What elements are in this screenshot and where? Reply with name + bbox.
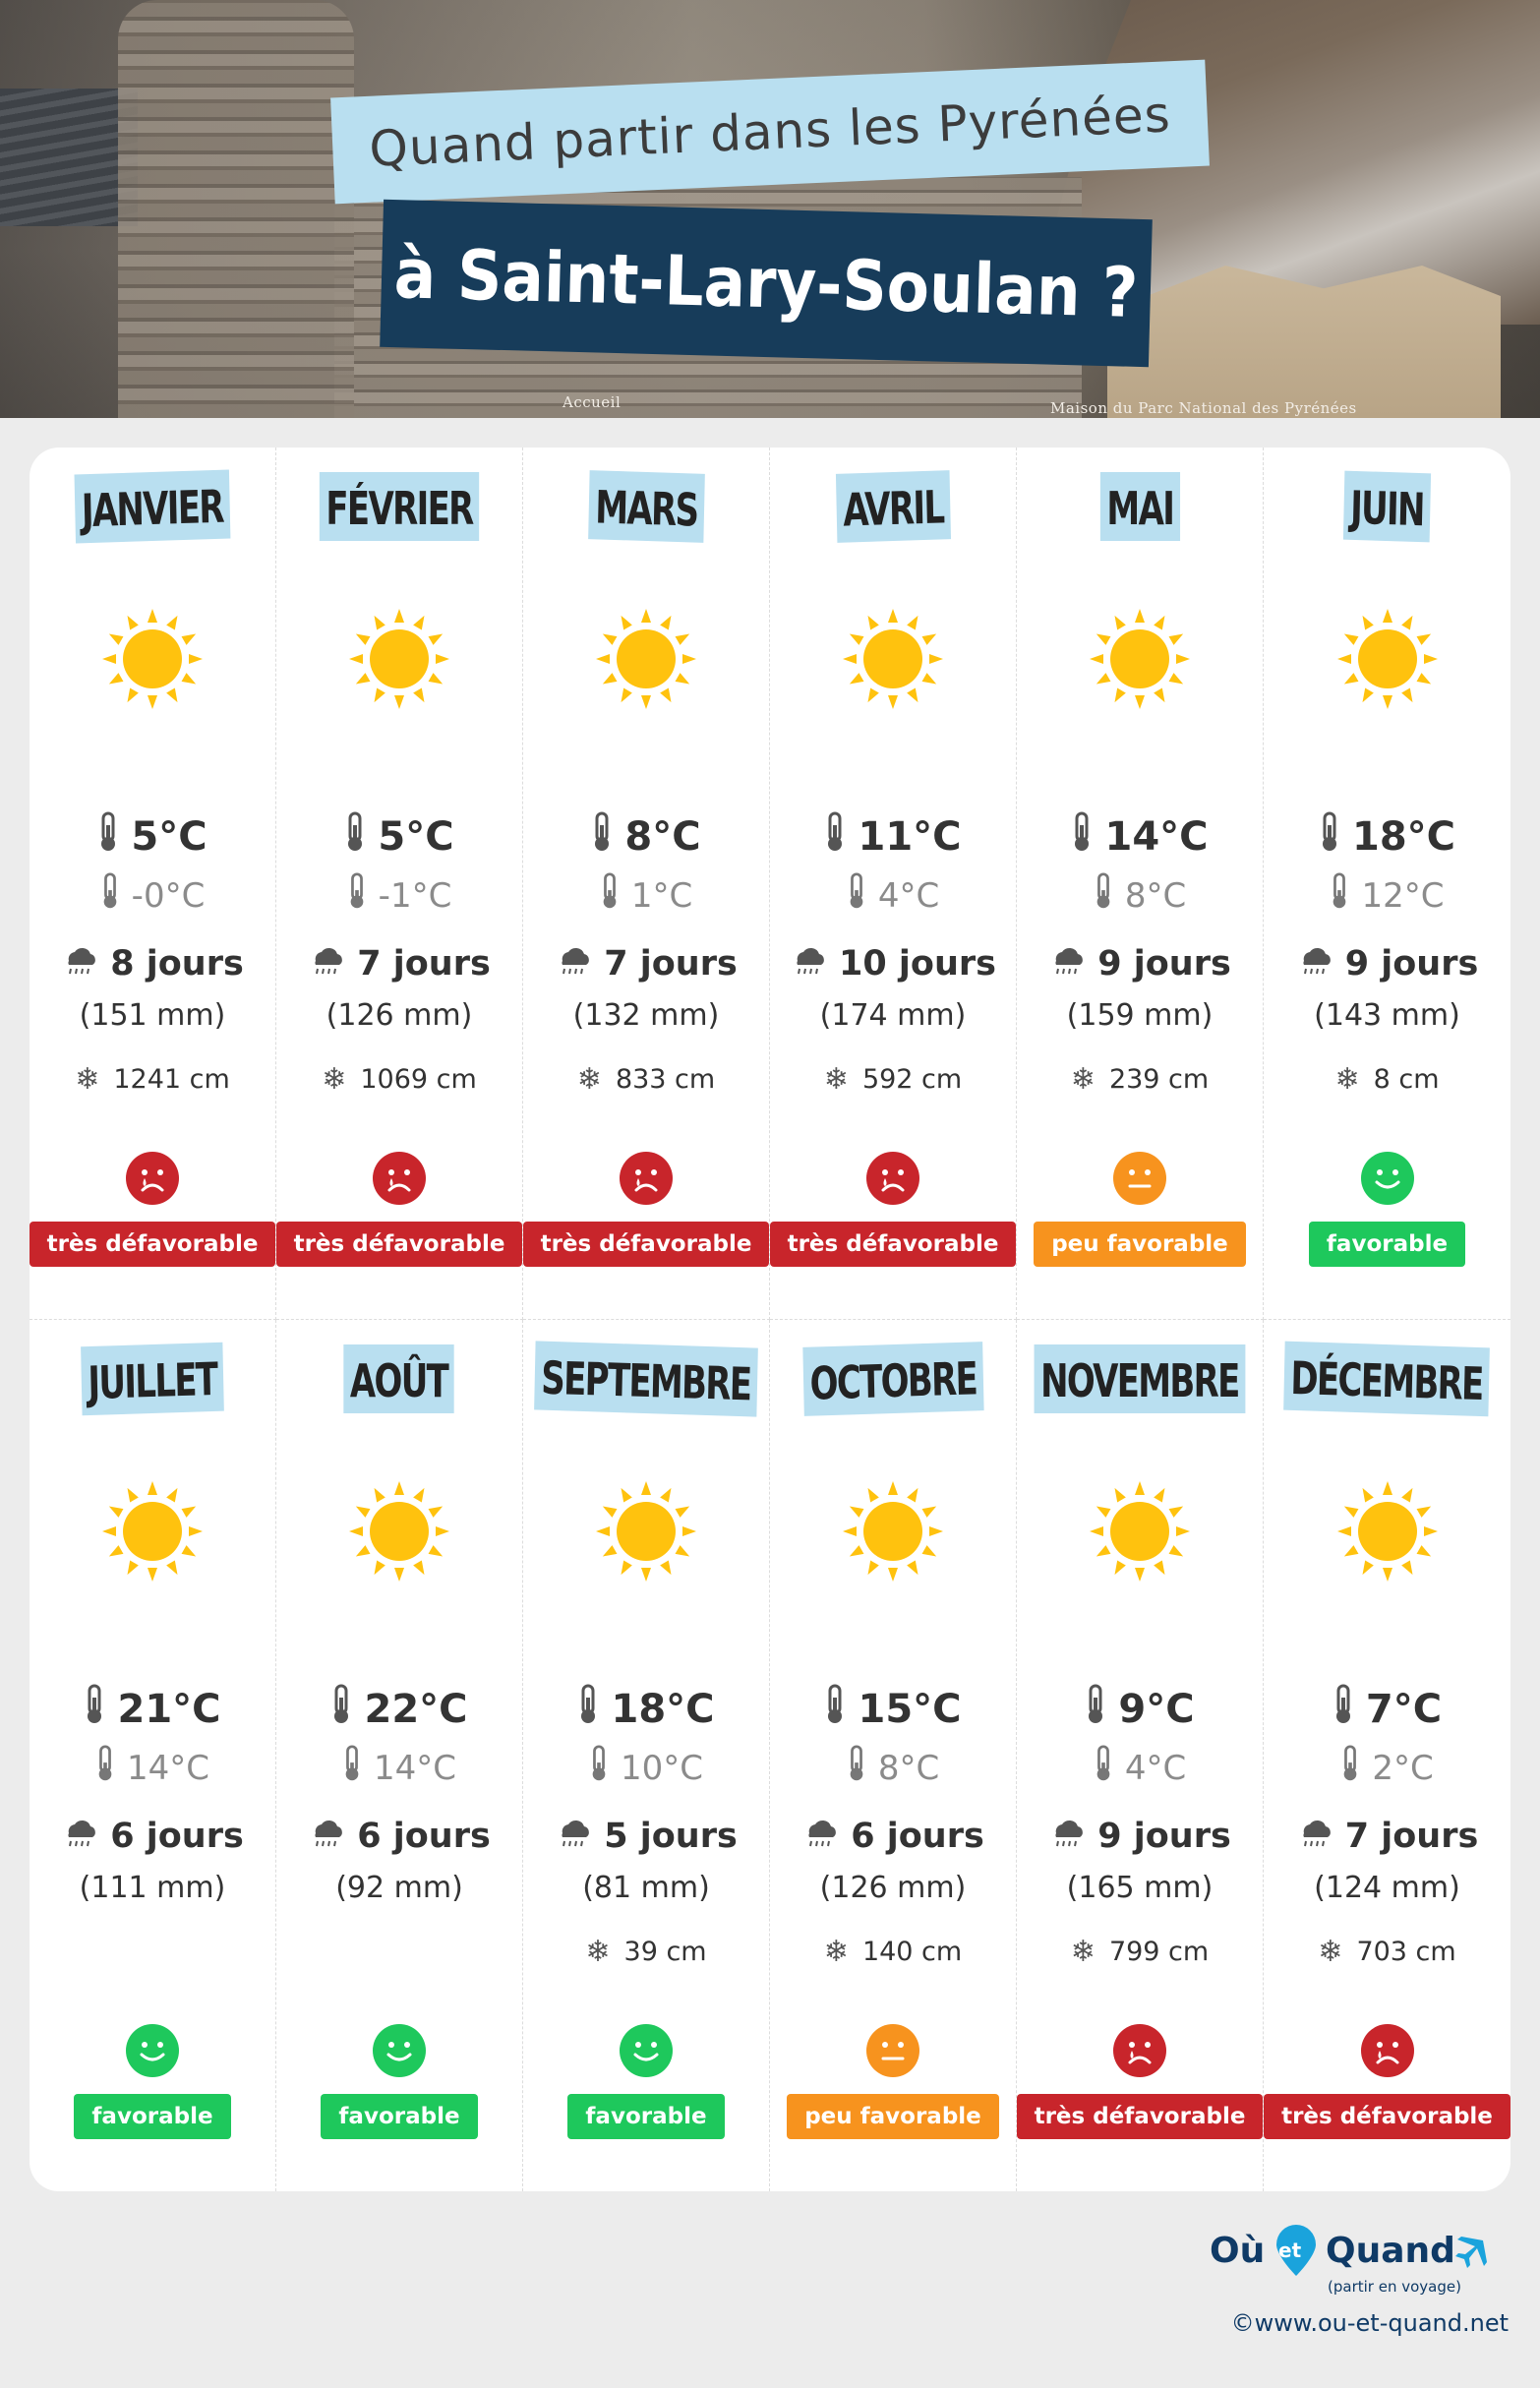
month-cell-fevrier: [276, 448, 523, 1320]
max-temperature: [30, 1684, 275, 1735]
month-name: FÉVRIER: [320, 472, 479, 541]
thermometer-low-icon: [1094, 872, 1113, 919]
min-temperature-value: 4°C: [1124, 1748, 1187, 1788]
max-temperature-value: 5°C: [378, 814, 454, 860]
sad-face-icon: [865, 1151, 920, 1206]
month-name: MARS: [588, 470, 705, 543]
verdict-wrap: [276, 1222, 522, 1267]
thermometer-low-icon: [600, 872, 620, 919]
min-temperature-value: 12°C: [1361, 875, 1445, 916]
month-name: SEPTEMBRE: [534, 1341, 758, 1416]
min-temperature: [276, 1745, 522, 1791]
month-label-wrap: [276, 472, 522, 541]
sad-face-icon: [372, 1151, 427, 1206]
rain-days-value: 7 jours: [604, 944, 738, 984]
snowflake-icon: ❄: [1318, 1935, 1343, 1969]
max-temperature: [1264, 811, 1510, 863]
snowflake-icon: ❄: [1070, 1062, 1096, 1097]
rain-amount: (174 mm): [819, 998, 967, 1033]
rain-cloud-icon: [61, 1817, 98, 1856]
happy-face-icon: [619, 2023, 674, 2078]
min-temperature: [30, 872, 275, 919]
thermometer-low-icon: [95, 1745, 115, 1791]
sun-icon: [345, 605, 453, 713]
thermometer-high-icon: [824, 811, 846, 863]
max-temperature-value: 21°C: [117, 1687, 221, 1732]
min-temperature: [523, 1745, 769, 1791]
airplane-icon: [1453, 2227, 1499, 2272]
thermometer-low-icon: [347, 872, 367, 919]
month-label-wrap: [30, 1344, 275, 1413]
month-cell-octobre: [770, 1320, 1017, 2191]
max-temperature: [1017, 811, 1263, 863]
snow-depth-value: 39 cm: [623, 1937, 707, 1967]
month-name: NOVEMBRE: [1035, 1344, 1246, 1413]
verdict-wrap: [1264, 2094, 1510, 2139]
min-temperature-value: 8°C: [877, 1748, 940, 1788]
snow-depth: [1264, 1062, 1510, 1097]
thermometer-high-icon: [84, 1684, 105, 1735]
snow-depth: [770, 1935, 1016, 1969]
rain-days: [276, 944, 522, 984]
thermometer-high-icon: [1319, 811, 1340, 863]
thermometer-low-icon: [847, 872, 866, 919]
min-temperature-value: 1°C: [630, 875, 693, 916]
month-name: AVRIL: [836, 470, 951, 543]
slate-roof: [0, 89, 138, 226]
min-temperature-value: 2°C: [1372, 1748, 1434, 1788]
neutral-face-icon: [865, 2023, 920, 2078]
verdict-badge: peu favorable: [1034, 1222, 1246, 1267]
month-cell-mars: [523, 448, 770, 1320]
month-label-wrap: [523, 1344, 769, 1413]
rain-amount: (159 mm): [1066, 998, 1214, 1033]
snowflake-icon: ❄: [1334, 1062, 1360, 1097]
snow-depth-value: 592 cm: [861, 1064, 963, 1095]
rain-days-value: 7 jours: [357, 944, 491, 984]
max-temperature-value: 18°C: [1351, 814, 1456, 860]
snow-depth-value: 1069 cm: [360, 1064, 477, 1095]
month-label-wrap: [276, 1344, 522, 1413]
verdict-badge: favorable: [1309, 1222, 1465, 1267]
month-label-wrap: [30, 472, 275, 541]
rain-amount: (111 mm): [79, 1871, 226, 1905]
min-temperature-value: 10°C: [620, 1748, 703, 1788]
website-link[interactable]: ©www.ou-et-quand.net: [1230, 2309, 1509, 2337]
thermometer-low-icon: [847, 1745, 866, 1791]
max-temperature: [276, 811, 522, 863]
thermometer-high-icon: [330, 1684, 352, 1735]
rain-days-value: 9 jours: [1097, 1817, 1231, 1856]
climate-calendar: [30, 448, 1510, 2191]
stone-tower: [118, 0, 354, 418]
min-temperature-value: 8°C: [1124, 875, 1187, 916]
thermometer-high-icon: [577, 1684, 599, 1735]
thermometer-high-icon: [344, 811, 366, 863]
rain-days-value: 6 jours: [357, 1817, 491, 1856]
min-temperature: [770, 872, 1016, 919]
max-temperature-value: 18°C: [611, 1687, 715, 1732]
month-label-wrap: [1264, 1344, 1510, 1413]
max-temperature-value: 5°C: [131, 814, 207, 860]
chalet-building: [1107, 266, 1501, 418]
verdict-badge: très défavorable: [1017, 2094, 1264, 2139]
page-title: Quand partir dans les Pyrénées: [330, 60, 1210, 205]
rain-cloud-icon: [790, 944, 827, 984]
rain-amount: (126 mm): [326, 998, 473, 1033]
header-photo: [0, 0, 1540, 418]
verdict-wrap: [1017, 1222, 1263, 1267]
rain-cloud-icon: [61, 944, 98, 984]
rain-amount: (143 mm): [1314, 998, 1460, 1033]
month-cell-juillet: [30, 1320, 276, 2191]
rain-days: [1017, 944, 1263, 984]
happy-face-icon: [372, 2023, 427, 2078]
min-temperature-value: 14°C: [373, 1748, 456, 1788]
verdict-wrap: [30, 1222, 275, 1267]
page-subtitle: à Saint-Lary-Soulan ?: [380, 200, 1153, 367]
snow-depth-value: 799 cm: [1108, 1937, 1210, 1967]
sun-icon: [98, 605, 207, 713]
verdict-wrap: [30, 2094, 275, 2139]
thermometer-low-icon: [1330, 872, 1349, 919]
verdict-badge: favorable: [321, 2094, 477, 2139]
rain-cloud-icon: [308, 944, 345, 984]
month-cell-decembre: [1264, 1320, 1510, 2191]
sad-face-icon: [125, 1151, 180, 1206]
rain-cloud-icon: [1296, 944, 1333, 984]
min-temperature: [1017, 1745, 1263, 1791]
month-label-wrap: [1017, 1344, 1263, 1413]
rain-days-value: 8 jours: [110, 944, 244, 984]
month-name: MAI: [1100, 472, 1180, 541]
month-cell-janvier: [30, 448, 276, 1320]
verdict-wrap: [1264, 1222, 1510, 1267]
verdict-wrap: [276, 2094, 522, 2139]
snowflake-icon: ❄: [823, 1062, 849, 1097]
snow-depth: [1264, 1935, 1510, 1969]
verdict-badge: très défavorable: [1264, 2094, 1510, 2139]
max-temperature-value: 8°C: [624, 814, 701, 860]
verdict-badge: peu favorable: [787, 2094, 999, 2139]
min-temperature-value: -1°C: [378, 875, 452, 916]
month-label-wrap: [1017, 472, 1263, 541]
rain-days-value: 6 jours: [110, 1817, 244, 1856]
min-temperature-value: 4°C: [877, 875, 940, 916]
thermometer-low-icon: [342, 1745, 362, 1791]
sign-accueil: Accueil: [563, 393, 622, 411]
rain-amount: (151 mm): [79, 998, 226, 1033]
verdict-badge: très défavorable: [523, 1222, 770, 1267]
min-temperature: [770, 1745, 1016, 1791]
sun-icon: [98, 1477, 207, 1585]
month-label-wrap: [1264, 472, 1510, 541]
sun-icon: [1333, 1477, 1442, 1585]
sign-parc-national: Maison du Parc National des Pyrénées: [1050, 399, 1357, 417]
snow-depth: [276, 1062, 522, 1097]
sad-face-icon: [1112, 2023, 1167, 2078]
snowflake-icon: ❄: [75, 1062, 100, 1097]
rain-days: [30, 944, 275, 984]
month-cell-juin: [1264, 448, 1510, 1320]
snow-depth: [770, 1062, 1016, 1097]
sun-icon: [592, 1477, 700, 1585]
verdict-badge: très défavorable: [770, 1222, 1017, 1267]
rain-days: [30, 1817, 275, 1856]
rain-days: [770, 944, 1016, 984]
month-name: JANVIER: [75, 470, 231, 544]
snowflake-icon: ❄: [322, 1062, 347, 1097]
month-cell-aout: [276, 1320, 523, 2191]
thermometer-low-icon: [100, 872, 120, 919]
verdict-badge: favorable: [567, 2094, 724, 2139]
month-name: JUILLET: [81, 1343, 223, 1416]
rain-days-value: 6 jours: [851, 1817, 984, 1856]
max-temperature-value: 9°C: [1118, 1687, 1195, 1732]
rain-days: [1264, 944, 1510, 984]
snowflake-icon: ❄: [1070, 1935, 1096, 1969]
brand-logo[interactable]: [1210, 2225, 1505, 2303]
rain-amount: (126 mm): [819, 1871, 967, 1905]
happy-face-icon: [125, 2023, 180, 2078]
snow-depth-value: 239 cm: [1108, 1064, 1210, 1095]
rain-days-value: 9 jours: [1344, 944, 1479, 984]
sun-icon: [839, 605, 947, 713]
happy-face-icon: [1360, 1151, 1415, 1206]
rain-days: [276, 1817, 522, 1856]
sun-icon: [839, 1477, 947, 1585]
thermometer-low-icon: [589, 1745, 609, 1791]
thermometer-high-icon: [591, 811, 613, 863]
month-name: OCTOBRE: [802, 1342, 983, 1416]
month-cell-avril: [770, 448, 1017, 1320]
verdict-badge: très défavorable: [276, 1222, 523, 1267]
verdict-wrap: [523, 2094, 769, 2139]
min-temperature: [30, 1745, 275, 1791]
max-temperature: [770, 1684, 1016, 1735]
snow-depth-value: 8 cm: [1373, 1064, 1440, 1095]
rain-amount: (165 mm): [1066, 1871, 1214, 1905]
snow-depth: [523, 1935, 769, 1969]
rain-days-value: 5 jours: [604, 1817, 738, 1856]
min-temperature-value: -0°C: [131, 875, 206, 916]
rain-cloud-icon: [555, 944, 592, 984]
logo-tagline: (partir en voyage): [1328, 2278, 1461, 2296]
max-temperature: [1264, 1684, 1510, 1735]
max-temperature-value: 11°C: [858, 814, 962, 860]
neutral-face-icon: [1112, 1151, 1167, 1206]
rain-amount: (92 mm): [335, 1871, 463, 1905]
snow-depth: [1017, 1935, 1263, 1969]
max-temperature-value: 22°C: [364, 1687, 468, 1732]
verdict-wrap: [523, 1222, 769, 1267]
rain-cloud-icon: [555, 1817, 592, 1856]
month-label-wrap: [523, 472, 769, 541]
verdict-wrap: [770, 1222, 1016, 1267]
verdict-badge: favorable: [74, 2094, 230, 2139]
verdict-badge: très défavorable: [30, 1222, 276, 1267]
min-temperature-value: 14°C: [126, 1748, 209, 1788]
snow-depth-value: 1241 cm: [113, 1064, 230, 1095]
rain-cloud-icon: [1048, 1817, 1086, 1856]
min-temperature: [1017, 872, 1263, 919]
thermometer-low-icon: [1340, 1745, 1360, 1791]
thermometer-high-icon: [97, 811, 119, 863]
month-label-wrap: [770, 1344, 1016, 1413]
sad-face-icon: [619, 1151, 674, 1206]
rain-days: [523, 944, 769, 984]
rain-days-value: 7 jours: [1344, 1817, 1479, 1856]
sun-icon: [1086, 1477, 1194, 1585]
rain-cloud-icon: [1048, 944, 1086, 984]
rain-amount: (124 mm): [1314, 1871, 1460, 1905]
rain-days-value: 9 jours: [1097, 944, 1231, 984]
thermometer-high-icon: [1085, 1684, 1106, 1735]
month-name: JUIN: [1343, 471, 1431, 543]
sun-icon: [1333, 605, 1442, 713]
month-label-wrap: [770, 472, 1016, 541]
sad-face-icon: [1360, 2023, 1415, 2078]
snow-depth-value: 703 cm: [1356, 1937, 1456, 1967]
logo-et: et: [1278, 2239, 1302, 2262]
thermometer-high-icon: [1071, 811, 1093, 863]
min-temperature: [276, 872, 522, 919]
snowflake-icon: ❄: [823, 1935, 849, 1969]
max-temperature-value: 15°C: [858, 1687, 962, 1732]
rain-days: [1017, 1817, 1263, 1856]
rain-amount: (132 mm): [572, 998, 720, 1033]
min-temperature: [523, 872, 769, 919]
verdict-wrap: [1017, 2094, 1263, 2139]
thermometer-high-icon: [1333, 1684, 1354, 1735]
max-temperature-value: 7°C: [1365, 1687, 1443, 1732]
snow-depth-value: 833 cm: [615, 1064, 716, 1095]
thermometer-low-icon: [1094, 1745, 1113, 1791]
rain-cloud-icon: [308, 1817, 345, 1856]
month-cell-novembre: [1017, 1320, 1264, 2191]
rain-amount: (81 mm): [582, 1871, 710, 1905]
max-temperature: [276, 1684, 522, 1735]
snow-depth: [523, 1062, 769, 1097]
rain-days-value: 10 jours: [839, 944, 996, 984]
month-cell-mai: [1017, 448, 1264, 1320]
snow-depth: [1017, 1062, 1263, 1097]
min-temperature: [1264, 872, 1510, 919]
snowflake-icon: ❄: [576, 1062, 602, 1097]
rain-cloud-icon: [1296, 1817, 1333, 1856]
rain-cloud-icon: [801, 1817, 839, 1856]
rain-days: [1264, 1817, 1510, 1856]
max-temperature: [30, 811, 275, 863]
snow-depth-value: 140 cm: [861, 1937, 963, 1967]
month-name: AOÛT: [344, 1344, 454, 1413]
max-temperature: [770, 811, 1016, 863]
max-temperature: [523, 1684, 769, 1735]
max-temperature: [1017, 1684, 1263, 1735]
month-name: DÉCEMBRE: [1284, 1342, 1491, 1417]
rain-days: [523, 1817, 769, 1856]
sun-icon: [592, 605, 700, 713]
month-grid: [30, 448, 1510, 2191]
logo-ou: Où: [1210, 2231, 1266, 2271]
min-temperature: [1264, 1745, 1510, 1791]
verdict-wrap: [770, 2094, 1016, 2139]
thermometer-high-icon: [824, 1684, 846, 1735]
snow-depth: [30, 1062, 275, 1097]
rain-days: [770, 1817, 1016, 1856]
max-temperature-value: 14°C: [1104, 814, 1209, 860]
month-cell-septembre: [523, 1320, 770, 2191]
sun-icon: [1086, 605, 1194, 713]
snowflake-icon: ❄: [585, 1935, 611, 1969]
max-temperature: [523, 811, 769, 863]
logo-quand: Quand: [1326, 2231, 1455, 2271]
sun-icon: [345, 1477, 453, 1585]
